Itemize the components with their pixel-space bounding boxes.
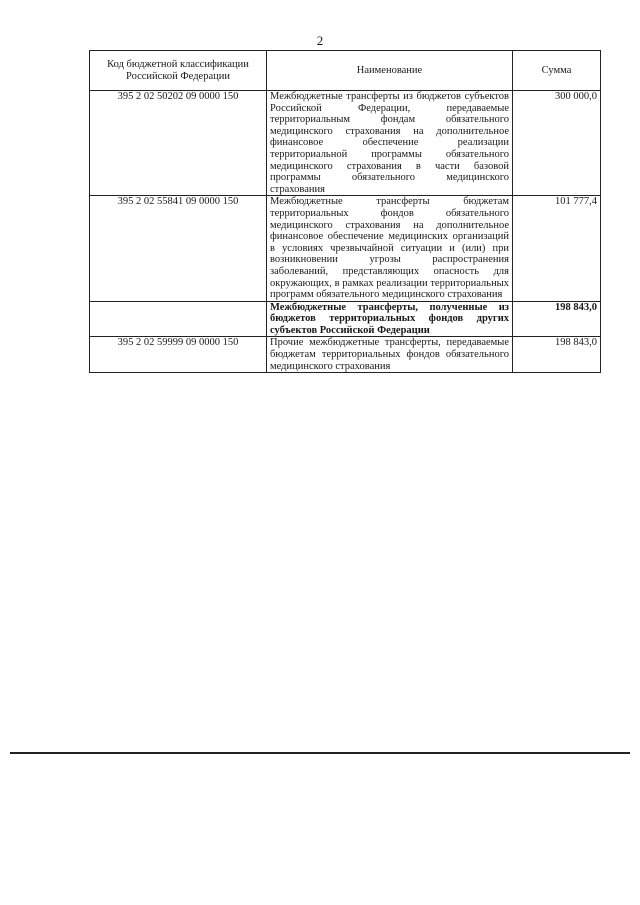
table-row-subtotal	[90, 301, 601, 337]
header-amount: Сумма	[513, 51, 601, 91]
row-code	[90, 301, 267, 337]
row-name: Прочие межбюджетные трансферты, передаваемые бюджетам территориальных фондов обязательного медицинского страхования	[267, 337, 513, 373]
row-amount: 300 000,0	[513, 91, 601, 196]
table-row	[90, 91, 601, 196]
row-code: 395 2 02 55841 09 0000 150	[90, 196, 267, 301]
budget-table	[89, 50, 601, 373]
row-code: 395 2 02 59999 09 0000 150	[90, 337, 267, 373]
row-amount: 198 843,0	[513, 301, 601, 337]
row-name: Межбюджетные трансферты, полученные из бюджетов территориальных фондов других субъектов Российской Федерации	[267, 301, 513, 337]
row-amount: 198 843,0	[513, 337, 601, 373]
table-row	[90, 337, 601, 373]
row-name: Межбюджетные трансферты бюджетам территориальных фондов обязательного медицинского страхования на дополнительное финансовое обеспечение медицинских организаций в условиях чрезвычайной ситуации и (или) при возникновении угрозы распространения заболеваний, представляющих опасность для окружающих, в рамках реализации территориальных программ обязательного медицинского страхования	[267, 196, 513, 301]
bottom-divider	[10, 752, 630, 754]
header-name: Наименование	[267, 51, 513, 91]
row-code: 395 2 02 50202 09 0000 150	[90, 91, 267, 196]
header-code: Код бюджетной классификации Российской Федерации	[90, 51, 267, 91]
row-name: Межбюджетные трансферты из бюджетов субъектов Российской Федерации, передаваемые территориальным фондам обязательного медицинского страхования на дополнительное финансовое обеспечение реализации территориальной программы обязательного медицинского страхования в части базовой программы обязательного медицинского страхования	[267, 91, 513, 196]
table-row	[90, 196, 601, 301]
table-header-row	[90, 51, 601, 91]
row-amount: 101 777,4	[513, 196, 601, 301]
page-number: 2	[316, 33, 324, 48]
